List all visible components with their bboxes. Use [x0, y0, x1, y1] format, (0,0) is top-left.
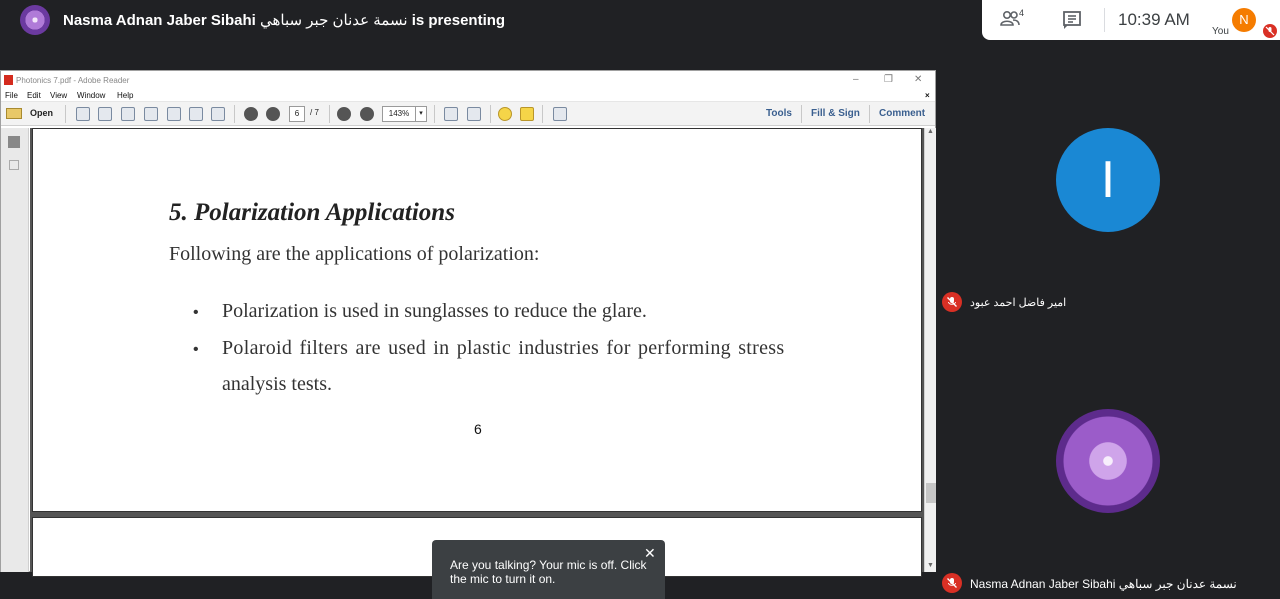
signature-panel-icon[interactable]: [9, 160, 19, 170]
menu-edit[interactable]: Edit: [27, 91, 41, 100]
vertical-scrollbar[interactable]: [924, 128, 936, 572]
open-folder-icon[interactable]: [6, 108, 22, 119]
pdf-page: [32, 128, 922, 512]
reader-window-title: Photonics 7.pdf - Adobe Reader: [16, 76, 130, 85]
previous-page-icon[interactable]: [244, 107, 258, 121]
zoom-level-select[interactable]: 143%: [382, 106, 416, 122]
toolbar-separator: [434, 105, 435, 123]
self-mic-off-icon: [1263, 24, 1277, 38]
total-pages: / 7: [310, 108, 319, 117]
create-pdf-icon[interactable]: [76, 107, 90, 121]
menu-view[interactable]: View: [50, 91, 68, 100]
bullet-marker: •: [193, 341, 199, 358]
mic-off-icon: [942, 292, 962, 312]
toolbar-separator: [869, 105, 870, 123]
chat-icon[interactable]: [1062, 10, 1082, 30]
email-icon[interactable]: [211, 107, 225, 121]
toolbar-separator: [65, 105, 66, 123]
minimize-icon[interactable]: –: [853, 74, 859, 85]
bullet-item: Polarization is used in sunglasses to reduce the glare.: [222, 300, 647, 322]
people-icon[interactable]: [1000, 9, 1026, 29]
presenter-avatar: [20, 5, 50, 35]
toolbar-separator: [490, 105, 491, 123]
zoom-in-icon[interactable]: [360, 107, 374, 121]
export-pdf-icon[interactable]: [98, 107, 112, 121]
toast-close-icon[interactable]: ✕: [644, 545, 656, 561]
toolbar-separator: [801, 105, 802, 123]
cloud-icon[interactable]: [144, 107, 158, 121]
menu-window[interactable]: Window: [77, 91, 106, 100]
navigation-pane: [1, 128, 29, 572]
scroll-up-icon[interactable]: ▲: [927, 128, 934, 135]
reader-menu-bar: [1, 88, 935, 102]
presenting-suffix: is presenting: [411, 12, 506, 29]
presenter-avatar-large: [1056, 409, 1160, 513]
document-view[interactable]: [30, 128, 924, 572]
tools-tab[interactable]: Tools: [766, 108, 792, 119]
page-number: 6: [474, 421, 482, 437]
scroll-down-icon[interactable]: ▼: [927, 562, 934, 569]
page-number-input[interactable]: 6: [289, 106, 305, 122]
next-page-icon[interactable]: [266, 107, 280, 121]
mic-off-icon: [942, 573, 962, 593]
close-window-icon[interactable]: ✕: [914, 74, 923, 85]
menu-file[interactable]: File: [5, 91, 18, 100]
participant-avatar: I: [1056, 128, 1160, 232]
reader-title-bar: [1, 71, 935, 88]
toast-message: Are you talking? Your mic is off. Click the mic to turn it on.: [450, 558, 647, 586]
document-heading: 5. Polarization Applications: [169, 199, 455, 226]
toolbar-separator: [329, 105, 330, 123]
fullscreen-icon[interactable]: [553, 107, 567, 121]
comment-tab[interactable]: Comment: [879, 108, 926, 119]
fit-width-icon[interactable]: [467, 107, 481, 121]
bullet-marker: •: [193, 304, 199, 321]
bullet-item: Polaroid filters are used in plastic industries for performing stress: [222, 337, 785, 359]
document-intro: Following are the applications of polarization:: [169, 243, 540, 265]
zoom-dropdown-icon[interactable]: ▾: [415, 106, 427, 122]
toolbar-separator: [234, 105, 235, 123]
fill-sign-tab[interactable]: Fill & Sign: [811, 108, 860, 119]
presenter-name: Nasma Adnan Jaber Sibahi: [63, 12, 256, 29]
menu-help[interactable]: Help: [117, 91, 134, 100]
meeting-clock: 10:39 AM: [1118, 10, 1190, 29]
presentation-window: [0, 70, 936, 572]
mic-off-toast: [432, 540, 665, 599]
presenting-banner: [63, 11, 505, 29]
pdf-file-icon: [4, 75, 13, 85]
scrollbar-thumb[interactable]: [926, 483, 936, 503]
edit-pdf-icon[interactable]: [121, 107, 135, 121]
highlight-icon[interactable]: [520, 107, 534, 121]
close-document-icon[interactable]: ×: [925, 91, 930, 100]
participant-name: امير فاضل احمد عبود: [970, 297, 1067, 309]
self-avatar[interactable]: N: [1232, 8, 1256, 32]
reader-toolbar: [1, 102, 935, 126]
fit-page-icon[interactable]: [444, 107, 458, 121]
comment-icon[interactable]: [498, 107, 512, 121]
zoom-out-icon[interactable]: [337, 107, 351, 121]
restore-icon[interactable]: ❐: [884, 74, 893, 85]
participant-name: Nasma Adnan Jaber Sibahi نسمة عدنان جبر سباهي: [970, 577, 1237, 591]
save-icon[interactable]: [167, 107, 181, 121]
status-divider: [1104, 8, 1105, 32]
open-button[interactable]: Open: [30, 108, 54, 118]
self-label: You: [1212, 26, 1229, 37]
toolbar-separator: [542, 105, 543, 123]
presenter-name-arabic: نسمة عدنان جبر سباهي: [260, 12, 408, 29]
print-icon[interactable]: [189, 107, 203, 121]
pages-panel-icon[interactable]: [8, 136, 20, 148]
bullet-item-continued: analysis tests.: [222, 373, 332, 395]
participant-count: 4: [1019, 9, 1025, 18]
